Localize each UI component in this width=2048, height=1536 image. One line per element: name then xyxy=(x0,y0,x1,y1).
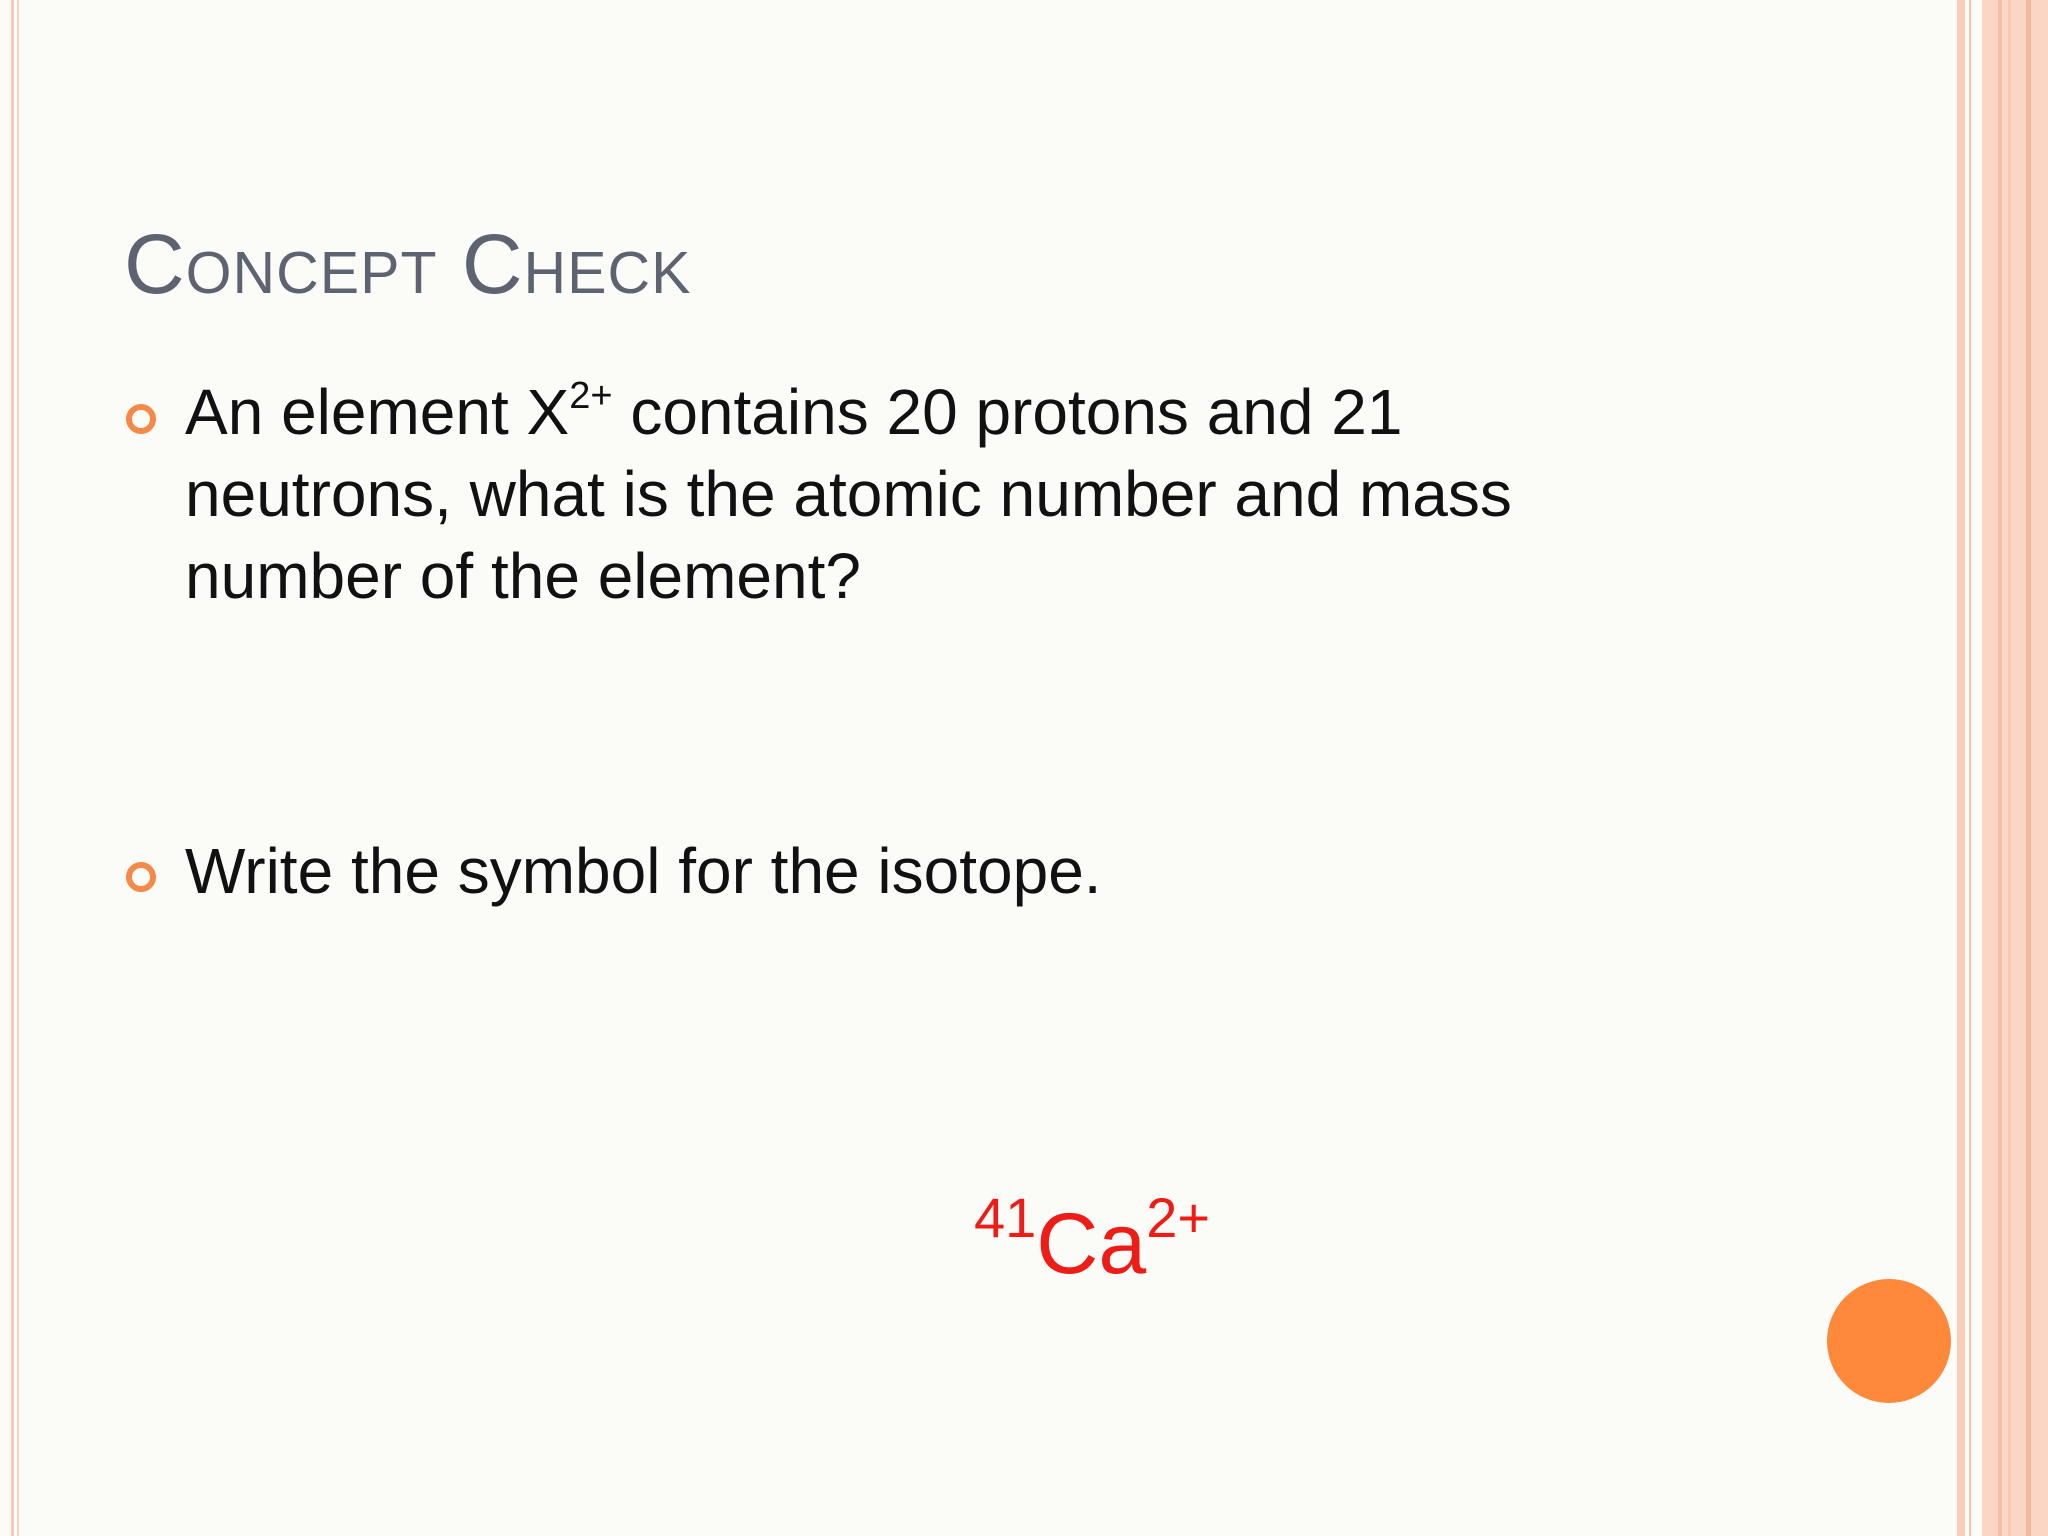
isotope-answer xyxy=(974,1186,1211,1292)
right-border-line-thin xyxy=(1969,0,1971,1536)
right-border-line xyxy=(1957,0,1965,1536)
ring-bullet-icon xyxy=(126,862,156,892)
ring-bullet-icon xyxy=(126,404,156,434)
ion-charge: 2+ xyxy=(1146,1186,1211,1249)
element-symbol: Ca xyxy=(1036,1196,1147,1292)
instruction-text: Write the symbol for the isotope. xyxy=(185,835,1102,907)
charge-superscript: 2+ xyxy=(569,375,613,417)
question-suffix: contains 20 protons and 21 neutrons, what is the atomic number and mass number of the element? xyxy=(185,376,1512,612)
right-border-band xyxy=(1982,0,2048,1536)
right-border-stripe xyxy=(1998,0,2002,1536)
right-border-stripe xyxy=(2008,0,2011,1536)
question-prefix: An element X xyxy=(185,376,570,448)
mass-number: 41 xyxy=(974,1186,1037,1249)
left-border-line xyxy=(11,0,14,1536)
decorative-circle xyxy=(1827,1279,1951,1403)
question-text xyxy=(185,371,1685,617)
left-border-line-inner xyxy=(17,0,19,1536)
slide-title: Concept Check xyxy=(124,217,692,311)
right-border-stripe xyxy=(2026,0,2031,1536)
